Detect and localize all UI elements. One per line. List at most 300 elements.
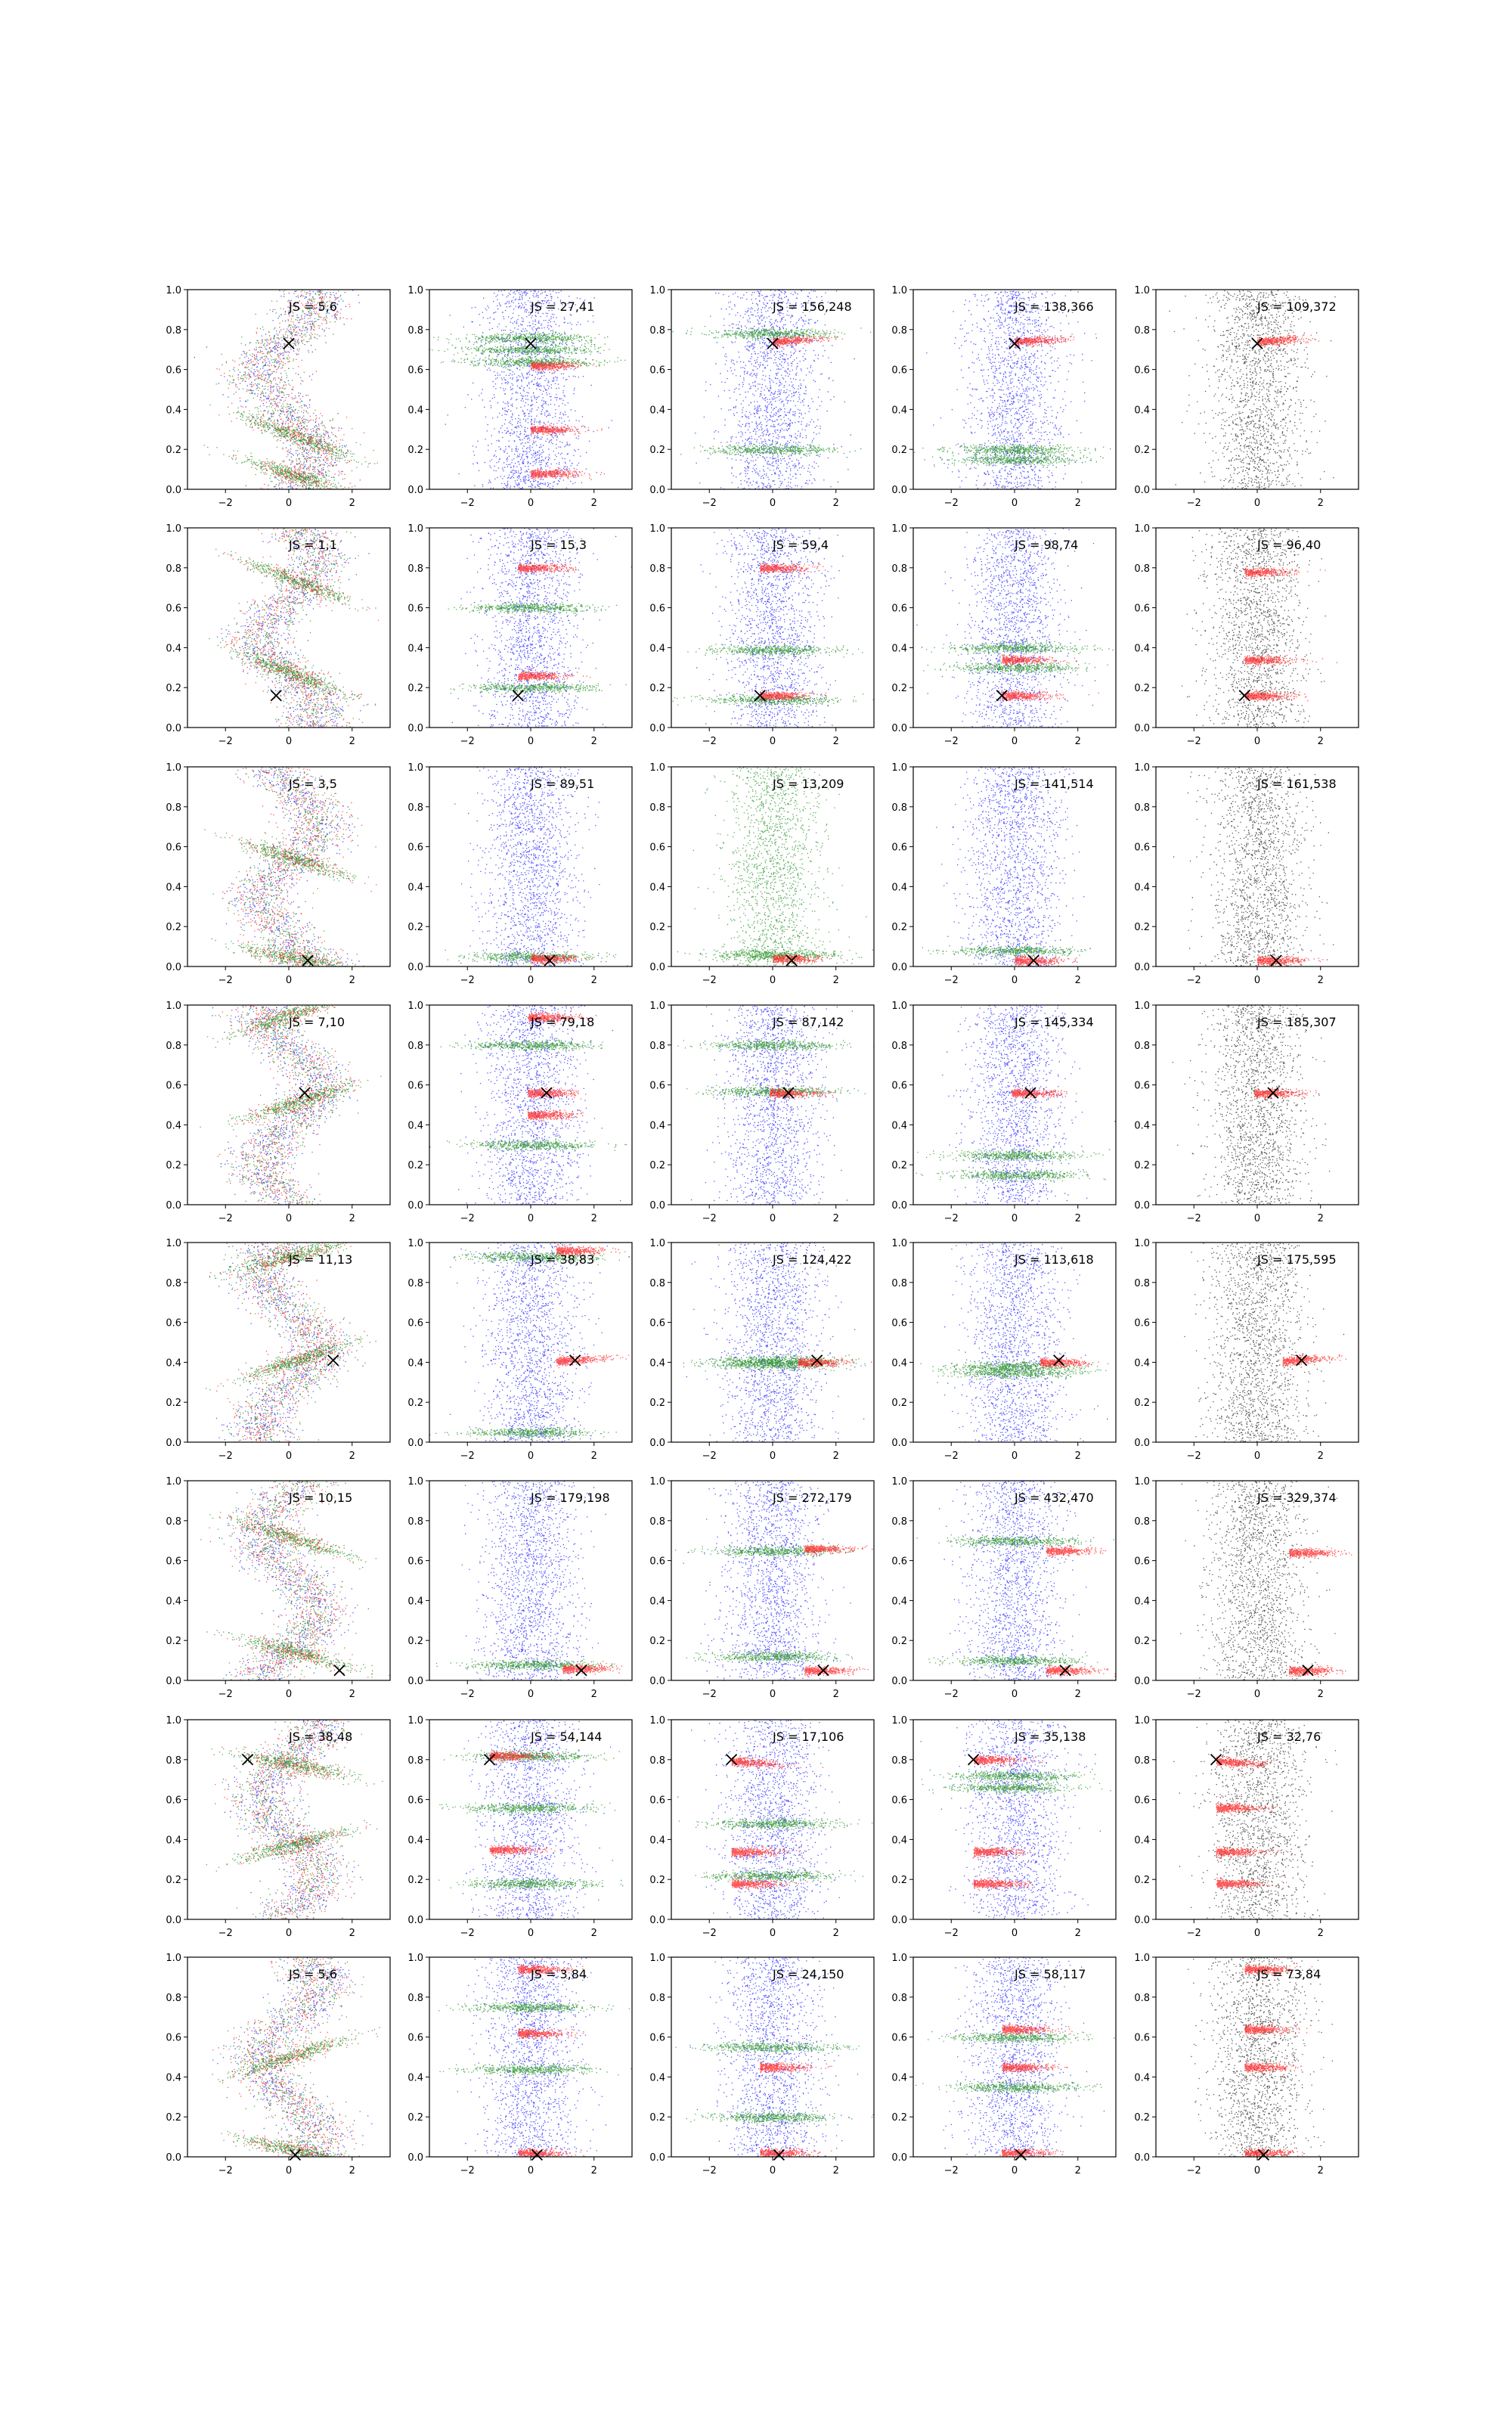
x-marker-icon bbox=[299, 1087, 310, 1098]
x-tick-label: 0 bbox=[1011, 1928, 1018, 1939]
js-score-label: JS = 272,179 bbox=[773, 1491, 852, 1505]
y-tick-label: 0.0 bbox=[407, 1200, 423, 1212]
scatter-points bbox=[441, 1038, 603, 1054]
scatter-points bbox=[936, 767, 1084, 967]
y-tick-label: 0.8 bbox=[891, 1277, 907, 1289]
js-score-label: JS = 38,83 bbox=[531, 1252, 595, 1267]
y-tick-label: 1.0 bbox=[166, 1001, 181, 1012]
y-tick-label: 0.6 bbox=[891, 1317, 907, 1329]
panel-points bbox=[1173, 1720, 1337, 1920]
js-score-label: JS = 32,76 bbox=[1257, 1730, 1321, 1744]
x-tick-label: 0 bbox=[769, 2165, 776, 2176]
x-tick-label: 0 bbox=[1011, 1450, 1018, 1462]
y-tick-label: 1.0 bbox=[166, 1715, 181, 1727]
y-tick-label: 0.4 bbox=[1134, 405, 1150, 417]
y-tick-label: 0.2 bbox=[166, 1160, 181, 1172]
y-tick-label: 1.0 bbox=[407, 1476, 423, 1488]
y-tick-label: 0.6 bbox=[1134, 2032, 1150, 2044]
y-tick-label: 0.0 bbox=[407, 485, 423, 496]
panel-points bbox=[204, 767, 376, 967]
y-tick-label: 0.0 bbox=[649, 2152, 665, 2164]
x-tick-label: 0 bbox=[1253, 736, 1261, 747]
y-tick-label: 0.8 bbox=[891, 1516, 907, 1528]
y-tick-label: 0.8 bbox=[407, 1992, 423, 2004]
y-tick-label: 0.0 bbox=[891, 485, 907, 496]
y-tick-label: 0.2 bbox=[166, 1398, 181, 1410]
x-tick-label: 0 bbox=[1253, 498, 1261, 509]
x-tick-label: 0 bbox=[1011, 736, 1018, 747]
x-tick-label: 2 bbox=[590, 975, 597, 986]
scatter-points bbox=[1046, 1665, 1116, 1677]
scatter-points bbox=[458, 1005, 621, 1205]
x-tick-label: 2 bbox=[1317, 1213, 1324, 1224]
y-tick-label: 0.6 bbox=[407, 1317, 423, 1329]
y-tick-label: 1.0 bbox=[891, 1715, 907, 1727]
scatter-panel bbox=[1134, 1953, 1359, 2176]
axes-frame bbox=[429, 1243, 632, 1442]
js-score-label: JS = 15,3 bbox=[531, 538, 587, 552]
panel-points bbox=[1188, 1957, 1333, 2158]
scatter-points bbox=[216, 290, 364, 490]
scatter-points bbox=[215, 549, 376, 611]
y-tick-label: 0.0 bbox=[649, 1915, 665, 1926]
y-tick-label: 0.6 bbox=[1134, 603, 1150, 615]
js-score-label: JS = 79,18 bbox=[531, 1015, 595, 1029]
axes-frame bbox=[1156, 290, 1359, 489]
y-tick-label: 0.0 bbox=[166, 1676, 181, 1687]
scatter-panel bbox=[1134, 762, 1359, 986]
y-tick-label: 0.2 bbox=[1134, 1160, 1150, 1172]
x-tick-label: 2 bbox=[349, 2165, 355, 2176]
x-tick-label: 2 bbox=[349, 498, 355, 509]
scatter-points bbox=[222, 768, 360, 967]
y-tick-label: 0.0 bbox=[891, 2152, 907, 2164]
y-tick-label: 0.8 bbox=[649, 1040, 665, 1052]
scatter-panel bbox=[891, 762, 1116, 986]
y-tick-label: 0.4 bbox=[166, 1596, 181, 1608]
y-tick-label: 1.0 bbox=[166, 1953, 181, 1964]
y-tick-label: 0.4 bbox=[166, 1120, 181, 1132]
y-tick-label: 0.4 bbox=[407, 882, 423, 894]
y-tick-label: 0.0 bbox=[407, 1915, 423, 1926]
x-tick-label: −2 bbox=[943, 1689, 959, 1700]
y-tick-label: 1.0 bbox=[891, 1476, 907, 1488]
y-tick-label: 0.8 bbox=[649, 1992, 665, 2004]
scatter-points bbox=[1012, 1087, 1077, 1099]
scatter-points bbox=[937, 1243, 1108, 1443]
axes-frame bbox=[1156, 1481, 1359, 1680]
y-tick-label: 0.6 bbox=[649, 1556, 665, 1568]
y-tick-label: 0.0 bbox=[166, 962, 181, 973]
x-tick-label: 0 bbox=[285, 1213, 293, 1224]
y-tick-label: 0.6 bbox=[1134, 1556, 1150, 1568]
scatter-points bbox=[216, 1331, 365, 1392]
y-tick-label: 0.6 bbox=[649, 1080, 665, 1092]
x-tick-label: 0 bbox=[769, 1928, 776, 1939]
js-score-label: JS = 89,51 bbox=[531, 777, 595, 791]
x-tick-label: −2 bbox=[460, 975, 475, 986]
y-tick-label: 0.6 bbox=[649, 842, 665, 854]
y-tick-label: 0.2 bbox=[166, 922, 181, 934]
scatter-points bbox=[922, 1778, 1111, 1795]
scatter-points bbox=[1244, 2024, 1307, 2037]
x-tick-label: 2 bbox=[590, 498, 597, 509]
scatter-points bbox=[1173, 767, 1334, 967]
y-tick-label: 0.2 bbox=[166, 1636, 181, 1648]
y-tick-label: 0.2 bbox=[649, 1160, 665, 1172]
y-tick-label: 0.2 bbox=[1134, 1875, 1150, 1887]
scatter-points bbox=[204, 445, 354, 490]
panel-points bbox=[675, 1481, 873, 1681]
y-tick-label: 0.4 bbox=[166, 643, 181, 655]
scatter-points bbox=[679, 1816, 872, 1832]
x-marker-icon bbox=[290, 2149, 300, 2160]
x-tick-label: −2 bbox=[943, 975, 959, 986]
scatter-points bbox=[438, 1877, 623, 1891]
y-tick-label: 0.6 bbox=[407, 1080, 423, 1092]
y-tick-label: 1.0 bbox=[166, 1476, 181, 1488]
js-score-label: JS = 3,84 bbox=[531, 1967, 587, 1981]
panel-points bbox=[673, 290, 872, 490]
y-tick-label: 0.6 bbox=[407, 2032, 423, 2044]
y-tick-label: 0.6 bbox=[407, 365, 423, 377]
scatter-panel bbox=[407, 1476, 632, 1700]
js-score-label: JS = 5,6 bbox=[289, 1967, 337, 1981]
y-tick-label: 1.0 bbox=[407, 285, 423, 296]
y-tick-label: 1.0 bbox=[166, 285, 181, 296]
y-tick-label: 0.8 bbox=[407, 563, 423, 575]
scatter-points bbox=[686, 1243, 865, 1443]
scatter-points bbox=[921, 1720, 1101, 1920]
x-tick-label: −2 bbox=[702, 975, 717, 986]
panel-points bbox=[677, 767, 873, 967]
x-tick-label: −2 bbox=[943, 1450, 959, 1462]
y-tick-label: 1.0 bbox=[407, 1001, 423, 1012]
panel-points bbox=[445, 767, 628, 967]
y-tick-label: 0.8 bbox=[166, 1754, 181, 1767]
y-tick-label: 0.4 bbox=[407, 2072, 423, 2084]
panel-points bbox=[920, 1243, 1108, 1443]
y-tick-label: 1.0 bbox=[649, 762, 665, 774]
axes-frame bbox=[429, 1481, 632, 1680]
x-tick-label: −2 bbox=[218, 736, 233, 747]
x-tick-label: 0 bbox=[527, 1689, 534, 1700]
scatter-points bbox=[916, 1534, 1114, 1548]
x-tick-label: 2 bbox=[590, 2165, 597, 2176]
y-tick-label: 0.4 bbox=[649, 1120, 665, 1132]
scatter-points bbox=[215, 1720, 362, 1920]
y-tick-label: 0.2 bbox=[1134, 683, 1150, 695]
x-tick-label: 0 bbox=[285, 1450, 293, 1462]
y-tick-label: 0.8 bbox=[1134, 1040, 1150, 1052]
scatter-points bbox=[675, 2040, 859, 2056]
x-tick-label: 0 bbox=[769, 975, 776, 986]
x-tick-label: 0 bbox=[1253, 2165, 1261, 2176]
panel-points bbox=[921, 1720, 1111, 1920]
y-tick-label: 0.0 bbox=[1134, 962, 1150, 973]
scatter-panel bbox=[891, 1715, 1116, 1939]
scatter-panel bbox=[891, 1953, 1116, 2176]
y-tick-label: 0.2 bbox=[166, 1875, 181, 1887]
y-tick-label: 0.6 bbox=[407, 842, 423, 854]
y-tick-label: 0.8 bbox=[407, 802, 423, 814]
js-score-label: JS = 96,40 bbox=[1257, 538, 1321, 552]
y-tick-label: 0.4 bbox=[649, 2072, 665, 2084]
y-tick-label: 1.0 bbox=[166, 523, 181, 535]
y-tick-label: 0.6 bbox=[1134, 1317, 1150, 1329]
x-tick-label: −2 bbox=[943, 736, 959, 747]
y-tick-label: 0.4 bbox=[891, 882, 907, 894]
panel-points bbox=[673, 528, 874, 728]
y-tick-label: 0.4 bbox=[891, 2072, 907, 2084]
axes-frame bbox=[187, 528, 390, 728]
x-tick-label: 0 bbox=[1253, 1689, 1261, 1700]
panel-points bbox=[200, 1005, 381, 1205]
y-tick-label: 0.4 bbox=[1134, 1835, 1150, 1847]
x-tick-label: 0 bbox=[527, 1928, 534, 1939]
scatter-points bbox=[528, 1087, 587, 1100]
x-tick-label: −2 bbox=[218, 1689, 233, 1700]
axes-frame bbox=[1156, 767, 1359, 966]
panel-points bbox=[677, 1005, 874, 1205]
y-tick-label: 1.0 bbox=[1134, 1238, 1150, 1249]
y-tick-label: 0.8 bbox=[1134, 563, 1150, 575]
panel-points bbox=[436, 1481, 622, 1681]
axes-frame bbox=[671, 290, 874, 489]
x-marker-icon bbox=[243, 1754, 253, 1765]
y-tick-label: 0.0 bbox=[891, 1676, 907, 1687]
y-tick-label: 0.2 bbox=[1134, 1398, 1150, 1410]
x-tick-label: −2 bbox=[702, 1213, 717, 1224]
y-tick-label: 0.8 bbox=[649, 802, 665, 814]
panel-points bbox=[438, 1720, 623, 1920]
y-tick-label: 0.6 bbox=[891, 842, 907, 854]
scatter-points bbox=[1289, 1664, 1359, 1677]
x-tick-label: 2 bbox=[832, 1928, 839, 1939]
scatter-points bbox=[212, 1747, 383, 1786]
x-tick-label: −2 bbox=[460, 1450, 475, 1462]
y-tick-label: 0.2 bbox=[166, 2112, 181, 2124]
y-tick-label: 0.8 bbox=[891, 1754, 907, 1767]
scatter-points bbox=[928, 1653, 1098, 1668]
y-tick-label: 1.0 bbox=[1134, 762, 1150, 774]
scatter-points bbox=[1170, 290, 1336, 490]
y-tick-label: 0.8 bbox=[891, 1992, 907, 2004]
y-tick-label: 0.0 bbox=[649, 1438, 665, 1449]
x-tick-label: 2 bbox=[1317, 2165, 1324, 2176]
y-tick-label: 0.4 bbox=[407, 1596, 423, 1608]
x-tick-label: 2 bbox=[832, 2165, 839, 2176]
scatter-points bbox=[223, 1243, 366, 1443]
x-tick-label: 2 bbox=[1074, 1450, 1081, 1462]
js-score-label: JS = 38,48 bbox=[289, 1730, 353, 1744]
y-tick-label: 0.6 bbox=[891, 1080, 907, 1092]
x-tick-label: 0 bbox=[769, 498, 776, 509]
js-score-label: JS = 11,13 bbox=[289, 1252, 353, 1267]
y-tick-label: 0.6 bbox=[166, 2032, 181, 2044]
scatter-points bbox=[518, 669, 590, 682]
y-tick-label: 0.0 bbox=[407, 723, 423, 734]
js-score-label: JS = 329,374 bbox=[1257, 1491, 1337, 1505]
x-tick-label: −2 bbox=[460, 1928, 475, 1939]
y-tick-label: 0.8 bbox=[407, 324, 423, 337]
axes-frame bbox=[671, 1957, 874, 2157]
panel-points bbox=[1170, 290, 1336, 490]
y-tick-label: 0.6 bbox=[649, 603, 665, 615]
x-tick-label: −2 bbox=[218, 498, 233, 509]
y-tick-label: 0.0 bbox=[1134, 1438, 1150, 1449]
panel-points bbox=[194, 290, 378, 490]
x-tick-label: 0 bbox=[1253, 1213, 1261, 1224]
y-tick-label: 0.0 bbox=[1134, 2152, 1150, 2164]
scatter-points bbox=[690, 1957, 859, 2158]
scatter-points bbox=[1184, 1243, 1344, 1443]
scatter-panel bbox=[166, 1476, 390, 1700]
x-tick-label: −2 bbox=[702, 736, 717, 747]
js-score-label: JS = 138,366 bbox=[1015, 299, 1094, 314]
y-tick-label: 0.0 bbox=[891, 1200, 907, 1212]
x-tick-label: 2 bbox=[1074, 498, 1081, 509]
x-tick-label: 0 bbox=[769, 1450, 776, 1462]
scatter-points bbox=[760, 2147, 832, 2158]
y-tick-label: 0.6 bbox=[891, 365, 907, 377]
x-tick-label: 0 bbox=[527, 498, 534, 509]
x-tick-label: −2 bbox=[702, 1928, 717, 1939]
scatter-points bbox=[528, 1110, 595, 1122]
x-tick-label: 0 bbox=[1011, 2165, 1018, 2176]
y-tick-label: 0.6 bbox=[891, 603, 907, 615]
x-tick-label: 2 bbox=[590, 1689, 597, 1700]
y-tick-label: 1.0 bbox=[407, 1238, 423, 1249]
js-score-label: JS = 3,5 bbox=[289, 777, 337, 791]
js-score-label: JS = 113,618 bbox=[1015, 1252, 1094, 1267]
panel-points bbox=[206, 1720, 383, 1920]
scatter-points bbox=[1188, 1957, 1333, 2158]
scatter-points bbox=[695, 290, 855, 490]
x-tick-label: 2 bbox=[590, 1928, 597, 1939]
y-tick-label: 1.0 bbox=[1134, 523, 1150, 535]
y-tick-label: 0.2 bbox=[891, 1636, 907, 1648]
x-tick-label: −2 bbox=[218, 1450, 233, 1462]
y-tick-label: 0.8 bbox=[166, 1992, 181, 2004]
x-tick-label: 0 bbox=[1011, 498, 1018, 509]
panel-points bbox=[209, 528, 379, 728]
y-tick-label: 1.0 bbox=[649, 1238, 665, 1249]
scatter-points bbox=[457, 1957, 606, 2158]
y-tick-label: 1.0 bbox=[1134, 1953, 1150, 1964]
panel-points bbox=[916, 1005, 1116, 1205]
axes-frame bbox=[187, 1243, 390, 1442]
y-tick-label: 0.8 bbox=[1134, 1992, 1150, 2004]
y-tick-label: 0.0 bbox=[891, 1438, 907, 1449]
panel-points bbox=[683, 1243, 872, 1443]
y-tick-label: 0.8 bbox=[407, 1754, 423, 1767]
scatter-panel bbox=[407, 1001, 632, 1224]
y-tick-label: 0.4 bbox=[649, 1357, 665, 1370]
scatter-panel bbox=[407, 1238, 632, 1462]
js-score-label: JS = 109,372 bbox=[1257, 299, 1337, 314]
y-tick-label: 0.0 bbox=[166, 1438, 181, 1449]
js-score-label: JS = 141,514 bbox=[1015, 777, 1094, 791]
panel-points bbox=[922, 767, 1091, 967]
y-tick-label: 0.4 bbox=[891, 1357, 907, 1370]
scatter-panel bbox=[891, 285, 1116, 509]
y-tick-label: 0.6 bbox=[407, 603, 423, 615]
panel-points bbox=[429, 1005, 627, 1205]
js-score-label: JS = 179,198 bbox=[531, 1491, 610, 1505]
y-tick-label: 0.6 bbox=[649, 1317, 665, 1329]
x-tick-label: −2 bbox=[1186, 1928, 1201, 1939]
scatter-points bbox=[686, 2110, 874, 2125]
y-tick-label: 1.0 bbox=[1134, 285, 1150, 296]
x-tick-label: 0 bbox=[769, 1213, 776, 1224]
y-tick-label: 0.6 bbox=[649, 2032, 665, 2044]
x-tick-label: 2 bbox=[590, 736, 597, 747]
axes-frame bbox=[671, 1720, 874, 1919]
scatter-points bbox=[518, 2027, 584, 2040]
x-tick-label: 2 bbox=[590, 1213, 597, 1224]
scatter-panel bbox=[891, 1238, 1116, 1462]
scatter-points bbox=[531, 361, 596, 374]
js-score-label: JS = 98,74 bbox=[1015, 538, 1079, 552]
panel-points bbox=[438, 1957, 632, 2158]
js-score-label: JS = 7,10 bbox=[289, 1015, 345, 1029]
x-tick-label: −2 bbox=[218, 975, 233, 986]
x-tick-label: 2 bbox=[349, 1928, 355, 1939]
y-tick-label: 1.0 bbox=[891, 1001, 907, 1012]
scatter-points bbox=[1257, 954, 1323, 966]
y-tick-label: 1.0 bbox=[891, 1238, 907, 1249]
y-tick-label: 0.6 bbox=[166, 603, 181, 615]
js-score-label: JS = 54,144 bbox=[531, 1730, 603, 1744]
scatter-points bbox=[928, 2031, 1114, 2045]
scatter-points bbox=[696, 1869, 864, 1885]
y-tick-label: 0.4 bbox=[166, 882, 181, 894]
x-tick-label: 2 bbox=[349, 736, 355, 747]
scatter-points bbox=[917, 1149, 1110, 1163]
x-tick-label: 2 bbox=[349, 1450, 355, 1462]
scatter-panel bbox=[649, 285, 874, 509]
x-tick-label: −2 bbox=[460, 2165, 475, 2176]
y-tick-label: 0.2 bbox=[407, 683, 423, 695]
scatter-panel bbox=[166, 1953, 390, 2176]
y-tick-label: 0.0 bbox=[407, 1438, 423, 1449]
y-tick-label: 0.0 bbox=[649, 485, 665, 496]
x-tick-label: 0 bbox=[1253, 1450, 1261, 1462]
y-tick-label: 0.0 bbox=[166, 2152, 181, 2164]
axes-frame bbox=[913, 1243, 1116, 1442]
scatter-points bbox=[732, 1757, 824, 1770]
js-score-label: JS = 1,1 bbox=[289, 538, 337, 552]
js-score-label: JS = 59,4 bbox=[773, 538, 829, 552]
scatter-points bbox=[451, 680, 627, 697]
y-tick-label: 0.4 bbox=[649, 405, 665, 417]
x-tick-label: 2 bbox=[349, 975, 355, 986]
scatter-points bbox=[1173, 1720, 1337, 1920]
scatter-points bbox=[687, 642, 863, 659]
scatter-points bbox=[490, 1749, 559, 1763]
y-tick-label: 0.8 bbox=[166, 1516, 181, 1528]
y-tick-label: 0.0 bbox=[649, 962, 665, 973]
scatter-points bbox=[215, 833, 356, 882]
y-tick-label: 0.0 bbox=[166, 1200, 181, 1212]
js-score-label: JS = 35,138 bbox=[1015, 1730, 1086, 1744]
y-tick-label: 0.8 bbox=[1134, 1516, 1150, 1528]
y-tick-label: 0.6 bbox=[1134, 842, 1150, 854]
y-tick-label: 0.2 bbox=[1134, 445, 1150, 457]
axes-frame bbox=[1156, 1720, 1359, 1919]
y-tick-label: 0.0 bbox=[407, 2152, 423, 2164]
